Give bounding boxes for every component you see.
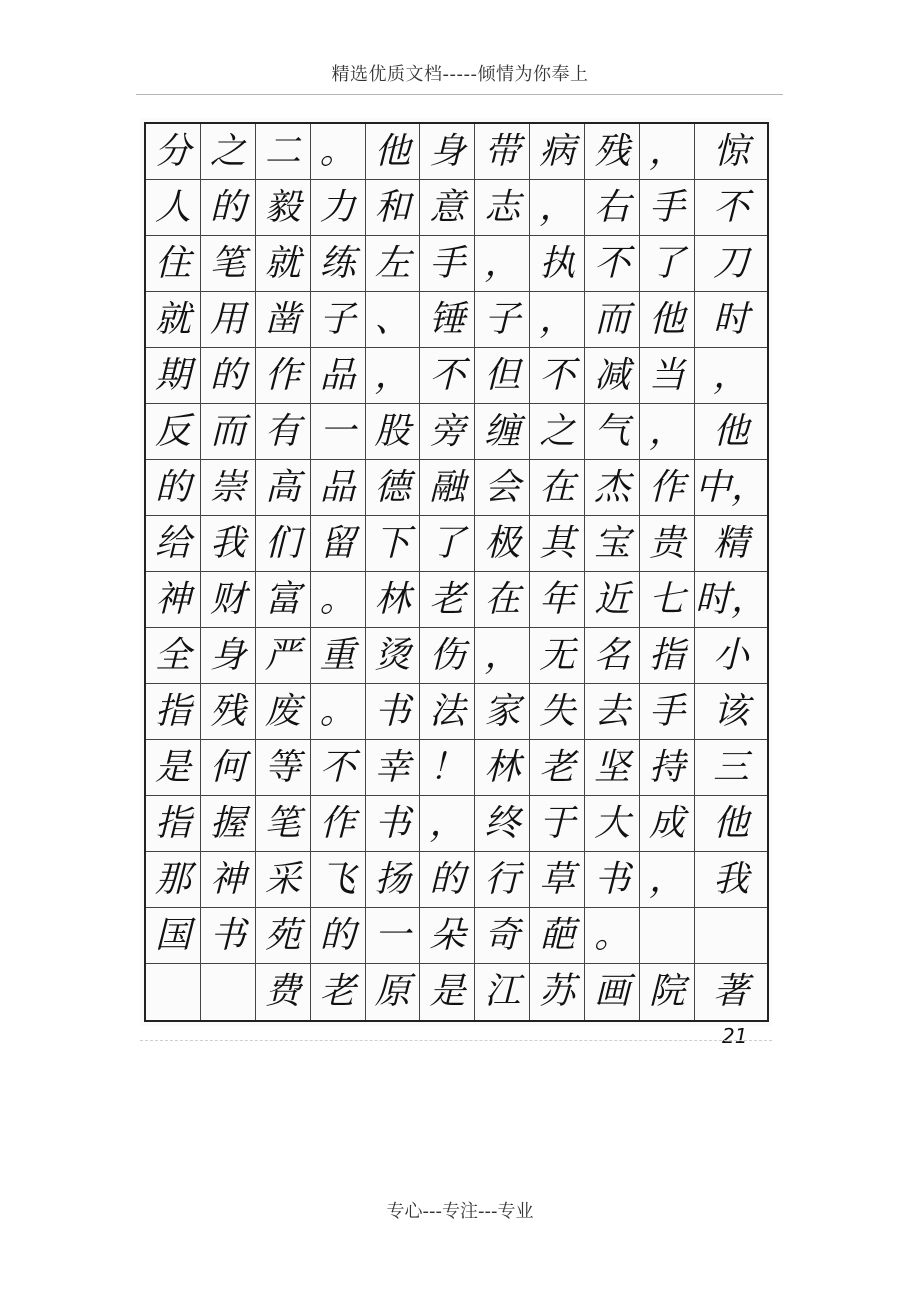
grid-cell: 作 [640, 460, 695, 516]
grid-cell: 。 [311, 124, 366, 180]
grid-cell: 院 [640, 964, 695, 1020]
grid-cell: 力 [311, 180, 366, 236]
grid-cell [146, 964, 201, 1020]
grid-cell: 。 [311, 572, 366, 628]
grid-cell: 行 [475, 852, 530, 908]
manuscript-grid [144, 122, 769, 1022]
grid-cell: 品 [311, 348, 366, 404]
grid-cell: 宝 [585, 516, 640, 572]
page-number: 21 [722, 1024, 748, 1048]
grid-cell: ， [695, 348, 767, 404]
grid-cell: 子 [475, 292, 530, 348]
grid-cell: 无 [530, 628, 585, 684]
grid-cell: 废 [256, 684, 311, 740]
grid-cell: 杰 [585, 460, 640, 516]
grid-cell: 成 [640, 796, 695, 852]
grid-cell: 近 [585, 572, 640, 628]
grid-cell: 朵 [420, 908, 475, 964]
grid-cell: 飞 [311, 852, 366, 908]
grid-cell: 意 [420, 180, 475, 236]
grid-cell: 七 [640, 572, 695, 628]
grid-cell: 终 [475, 796, 530, 852]
grid-cell: 他 [640, 292, 695, 348]
grid-cell: 崇 [201, 460, 256, 516]
grid-cell: 其 [530, 516, 585, 572]
grid-cell: 林 [366, 572, 421, 628]
grid-cell: 子 [311, 292, 366, 348]
grid-cell: 志 [475, 180, 530, 236]
grid-cell: 他 [695, 404, 767, 460]
grid-cell: 老 [530, 740, 585, 796]
grid-cell: 就 [146, 292, 201, 348]
grid-cell: 林 [475, 740, 530, 796]
grid-cell: 身 [201, 628, 256, 684]
grid-cell: 精 [695, 516, 767, 572]
grid-cell: 坚 [585, 740, 640, 796]
grid-cell [201, 964, 256, 1020]
grid-cell: 扬 [366, 852, 421, 908]
grid-cell: 股 [366, 404, 421, 460]
grid-cell: 家 [475, 684, 530, 740]
grid-cell: 时， [695, 572, 767, 628]
grid-cell: ， [475, 628, 530, 684]
grid-cell: 草 [530, 852, 585, 908]
grid-cell: 老 [420, 572, 475, 628]
grid-cell: 作 [256, 348, 311, 404]
grid-cell: 财 [201, 572, 256, 628]
grid-cell: 法 [420, 684, 475, 740]
grid-cell: ， [420, 796, 475, 852]
grid-cell: 全 [146, 628, 201, 684]
grid-cell: 气 [585, 404, 640, 460]
grid-cell: 不 [530, 348, 585, 404]
grid-cell: 指 [146, 796, 201, 852]
grid-cell: 他 [366, 124, 421, 180]
grid-cell: 书 [366, 684, 421, 740]
grid-cell: 画 [585, 964, 640, 1020]
grid-cell: 老 [311, 964, 366, 1020]
grid-cell: 残 [585, 124, 640, 180]
grid-cell: 年 [530, 572, 585, 628]
grid-cell: 富 [256, 572, 311, 628]
grid-cell: 他 [695, 796, 767, 852]
grid-cell: 苑 [256, 908, 311, 964]
grid-cell: 。 [311, 684, 366, 740]
grid-cell: 指 [640, 628, 695, 684]
grid-cell: ， [530, 292, 585, 348]
grid-cell: 用 [201, 292, 256, 348]
grid-cell: 在 [475, 572, 530, 628]
grid-cell: 神 [146, 572, 201, 628]
grid-cell: 当 [640, 348, 695, 404]
grid-cell: 握 [201, 796, 256, 852]
grid-cell: 。 [585, 908, 640, 964]
grid-cell: 书 [366, 796, 421, 852]
grid-cell: 之 [530, 404, 585, 460]
grid-cell: 等 [256, 740, 311, 796]
grid-cell: 品 [311, 460, 366, 516]
grid-cell: 不 [585, 236, 640, 292]
grid-cell: 反 [146, 404, 201, 460]
grid-cell: ， [475, 236, 530, 292]
grid-cell: ！ [420, 740, 475, 796]
grid-cell: 刀 [695, 236, 767, 292]
grid-cell: 一 [366, 908, 421, 964]
grid-cell: 和 [366, 180, 421, 236]
grid-cell: 减 [585, 348, 640, 404]
header-divider [136, 94, 783, 95]
page-header: 精选优质文档-----倾情为你奉上 [331, 64, 589, 85]
grid-cell: 原 [366, 964, 421, 1020]
grid-cell: 了 [420, 516, 475, 572]
grid-cell: 是 [146, 740, 201, 796]
grid-cell: 的 [146, 460, 201, 516]
grid-cell: 手 [420, 236, 475, 292]
grid-cell: 的 [311, 908, 366, 964]
grid-cell: 期 [146, 348, 201, 404]
grid-cell: 江 [475, 964, 530, 1020]
grid-cell: 的 [420, 852, 475, 908]
grid-cell: 作 [311, 796, 366, 852]
grid-cell: 有 [256, 404, 311, 460]
grid-cell: 病 [530, 124, 585, 180]
grid-cell: 奇 [475, 908, 530, 964]
grid-cell: 那 [146, 852, 201, 908]
grid-cell: 极 [475, 516, 530, 572]
grid-cell: 国 [146, 908, 201, 964]
grid-cell: 著 [712, 971, 749, 1012]
grid-cell: 左 [366, 236, 421, 292]
grid-cell: 但 [475, 348, 530, 404]
grid-cell: 带 [475, 124, 530, 180]
grid-cell: 分 [146, 124, 201, 180]
grid-cell: 贵 [640, 516, 695, 572]
grid-cell: ， [530, 180, 585, 236]
grid-cell: 融 [420, 460, 475, 516]
grid-cell: 锤 [420, 292, 475, 348]
grid-cell: 伤 [420, 628, 475, 684]
grid-cell: 一 [311, 404, 366, 460]
grid-cell [640, 908, 695, 964]
grid-cell: 二 [256, 124, 311, 180]
grid-cell: 住 [146, 236, 201, 292]
grid-cell [695, 908, 767, 964]
grid-cell: 笔 [256, 796, 311, 852]
grid-cell: 毅 [256, 180, 311, 236]
grid-cell: 执 [530, 236, 585, 292]
grid-cell: 小 [695, 628, 767, 684]
grid-cell: 该 [695, 684, 767, 740]
grid-cell: 凿 [256, 292, 311, 348]
grid-cell: 的 [201, 180, 256, 236]
grid-cell: 我 [695, 852, 767, 908]
grid-cell: 大 [585, 796, 640, 852]
grid-cell: 旁 [420, 404, 475, 460]
grid-cell: 幸 [366, 740, 421, 796]
grid-cell: 三 [695, 740, 767, 796]
grid-cell: 给 [146, 516, 201, 572]
grid-cell: 缠 [475, 404, 530, 460]
grid-cell: 我 [201, 516, 256, 572]
grid-cell: 德 [366, 460, 421, 516]
grid-cell: 中， [695, 460, 767, 516]
grid-cell: 何 [201, 740, 256, 796]
grid-cell: 指 [146, 684, 201, 740]
grid-cell: 们 [256, 516, 311, 572]
grid-cell: 书 [585, 852, 640, 908]
grid-cell: 而 [201, 404, 256, 460]
grid-cell: 于 [530, 796, 585, 852]
grid-cell: ， [640, 852, 695, 908]
grid-cell: 的 [201, 348, 256, 404]
grid-cell: 去 [585, 684, 640, 740]
grid-cell: 笔 [201, 236, 256, 292]
grid-cell: ， [640, 404, 695, 460]
grid-cell: 不 [695, 180, 767, 236]
grid-cell: 不 [311, 740, 366, 796]
grid-cell: 重 [311, 628, 366, 684]
grid-cell: 之 [201, 124, 256, 180]
grid-cell: ， [640, 124, 695, 180]
grid-cell: 是 [420, 964, 475, 1020]
grid-cell: 右 [585, 180, 640, 236]
grid-cell: 就 [256, 236, 311, 292]
grid-cell: 神 [201, 852, 256, 908]
grid-cell: 高 [256, 460, 311, 516]
grid-cell: 下 [366, 516, 421, 572]
grid-cell: 手 [640, 684, 695, 740]
grid-cell: 在 [530, 460, 585, 516]
grid-cell: 留 [311, 516, 366, 572]
grid-cell: 葩 [530, 908, 585, 964]
grid-cell: 会 [475, 460, 530, 516]
grid-cell: 、 [366, 292, 421, 348]
page-footer: 专心---专注---专业 [386, 1201, 534, 1222]
scan-edge [140, 1040, 772, 1041]
grid-cell: 了 [640, 236, 695, 292]
grid-cell: 惊 [695, 124, 767, 180]
grid-cell: 苏 [530, 964, 585, 1020]
grid-cell: 练 [311, 236, 366, 292]
grid-cell: 而 [585, 292, 640, 348]
grid-cell: 人 [146, 180, 201, 236]
grid-cell: 烫 [366, 628, 421, 684]
grid-cell: 费 [256, 964, 311, 1020]
grid-cell: ， [366, 348, 421, 404]
grid-cell: 严 [256, 628, 311, 684]
grid-cell: 不 [420, 348, 475, 404]
grid-cell: 时 [695, 292, 767, 348]
grid-cell: 身 [420, 124, 475, 180]
grid-cell: 持 [640, 740, 695, 796]
grid-cell: 手 [640, 180, 695, 236]
grid-cell: 失 [530, 684, 585, 740]
grid-cell: 采 [256, 852, 311, 908]
grid-cell: 书 [201, 908, 256, 964]
grid-cell: 残 [201, 684, 256, 740]
grid-cell: 名 [585, 628, 640, 684]
